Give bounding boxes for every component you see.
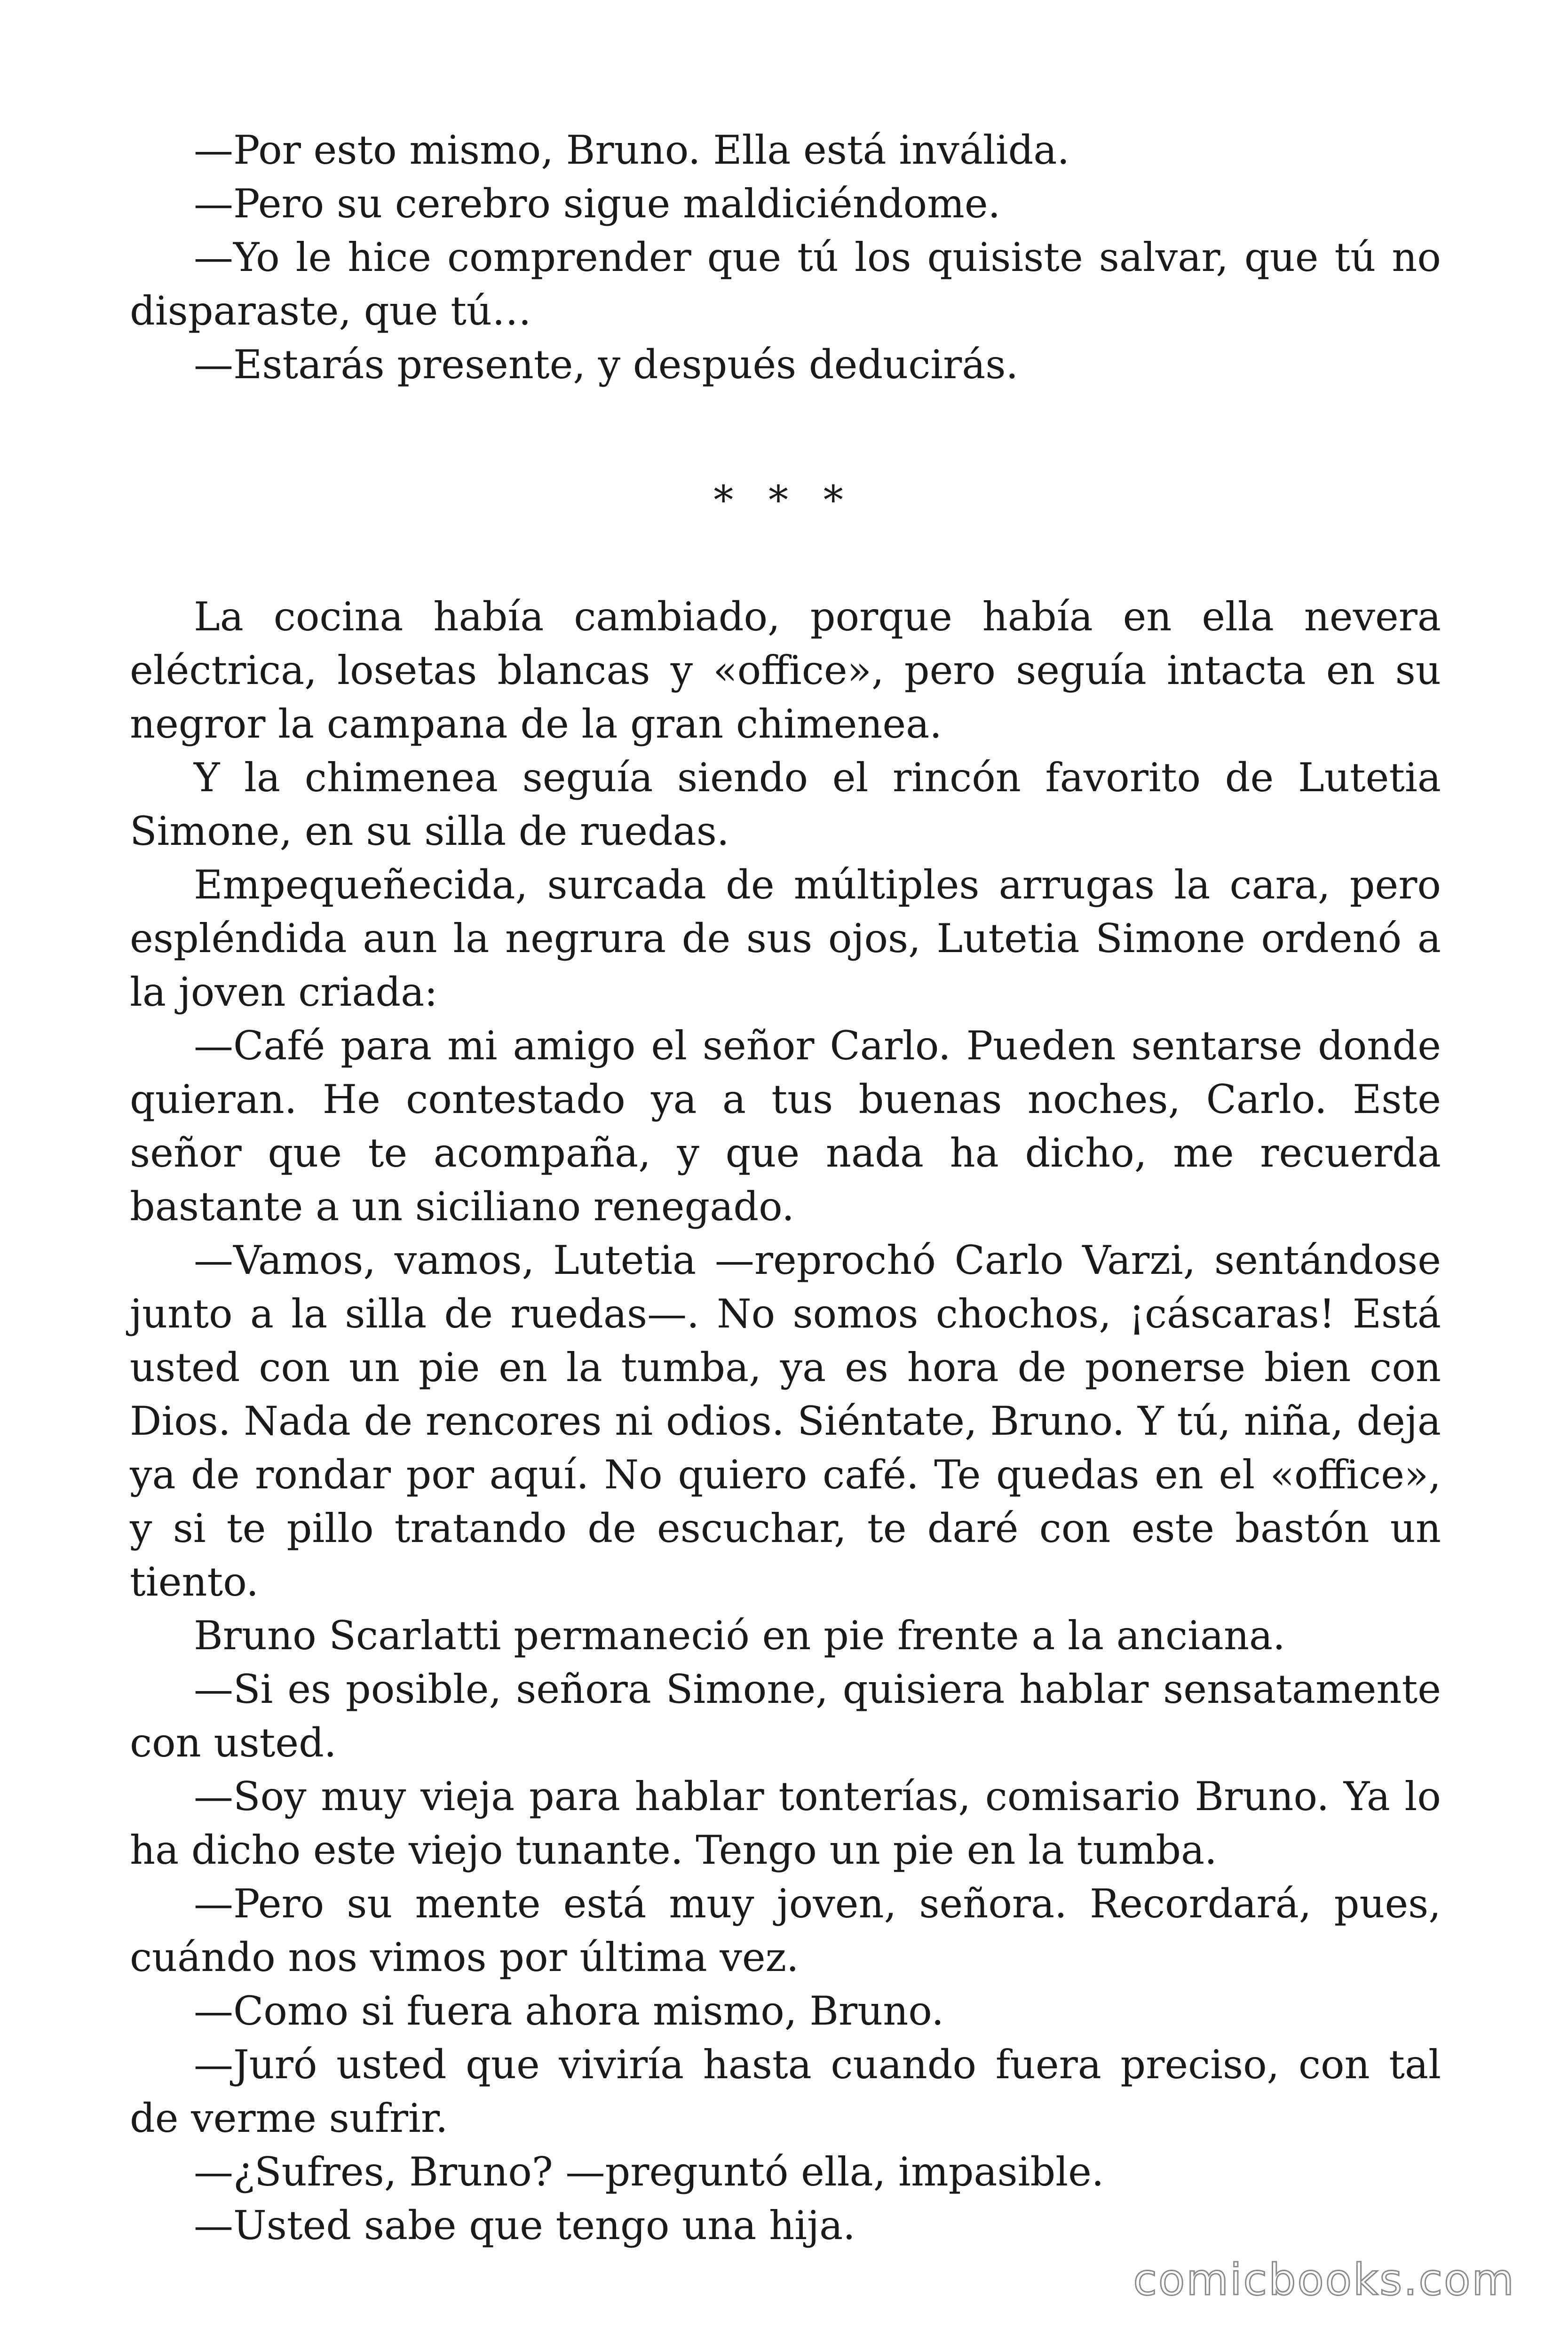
paragraph: La cocina había cambiado, porque había en ella nevera eléctrica, losetas blancas y «office», pero seguía intacta en su negror la campana de la gran chimenea.: [130, 594, 1441, 747]
paragraph: —Como si fuera ahora mismo, Bruno.: [194, 1988, 944, 2034]
watermark: comicbooks.com: [1133, 2255, 1515, 2305]
top-text-block: [130, 123, 1441, 391]
paragraph: —Vamos, vamos, Lutetia —reprochó Carlo Varzi, sentándose junto a la silla de ruedas—. No somos chochos, ¡cáscaras! Está usted con un pie en la tumba, ya es hora de ponerse bien con Dios. Nada de rencores ni odios. Siéntate, Bruno. Y tú, niña, deja ya de rondar por aquí. No quiero café. Te quedas en el «office», y si te pillo tratando de escuchar, te daré con este bastón un tiento.: [130, 1237, 1441, 1605]
paragraph: —¿Sufres, Bruno? —preguntó ella, impasible.: [194, 2149, 1104, 2195]
main-text-block: [130, 590, 1441, 2252]
paragraph: —Café para mi amigo el señor Carlo. Pueden sentarse donde quieran. He contestado ya a tus buenas noches, Carlo. Este señor que te acompaña, y que nada ha dicho, me recuerda bastante a un siciliano renegado.: [130, 1023, 1441, 1230]
paragraph: —Pero su cerebro sigue maldiciéndome.: [194, 181, 1001, 227]
paragraph: —Por esto mismo, Bruno. Ella está inválida.: [194, 127, 1070, 173]
paragraph: —Soy muy vieja para hablar tonterías, comisario Bruno. Ya lo ha dicho este viejo tunante. Tengo un pie en la tumba.: [130, 1773, 1441, 1873]
paragraph: Empequeñecida, surcada de múltiples arrugas la cara, pero espléndida aun la negrura de sus ojos, Lutetia Simone ordenó a la joven criada:: [130, 862, 1441, 1015]
paragraph: —Yo le hice comprender que tú los quisiste salvar, que tú no disparaste, que tú…: [130, 234, 1441, 334]
paragraph: —Usted sabe que tengo una hija.: [194, 2202, 855, 2249]
paragraph: Bruno Scarlatti permaneció en pie frente a la anciana.: [194, 1613, 1285, 1659]
section-separator: * * *: [713, 477, 855, 523]
paragraph: —Pero su mente está muy joven, señora. Recordará, pues, cuándo nos vimos por última vez.: [130, 1881, 1441, 1980]
paragraph: —Juró usted que viviría hasta cuando fuera preciso, con tal de verme sufrir.: [130, 2042, 1441, 2141]
paragraph: —Estarás presente, y después deducirás.: [194, 342, 1019, 388]
paragraph: —Si es posible, señora Simone, quisiera hablar sensatamente con usted.: [130, 1666, 1441, 1766]
paragraph: Y la chimenea seguía siendo el rincón favorito de Lutetia Simone, en su silla de ruedas.: [130, 755, 1441, 854]
